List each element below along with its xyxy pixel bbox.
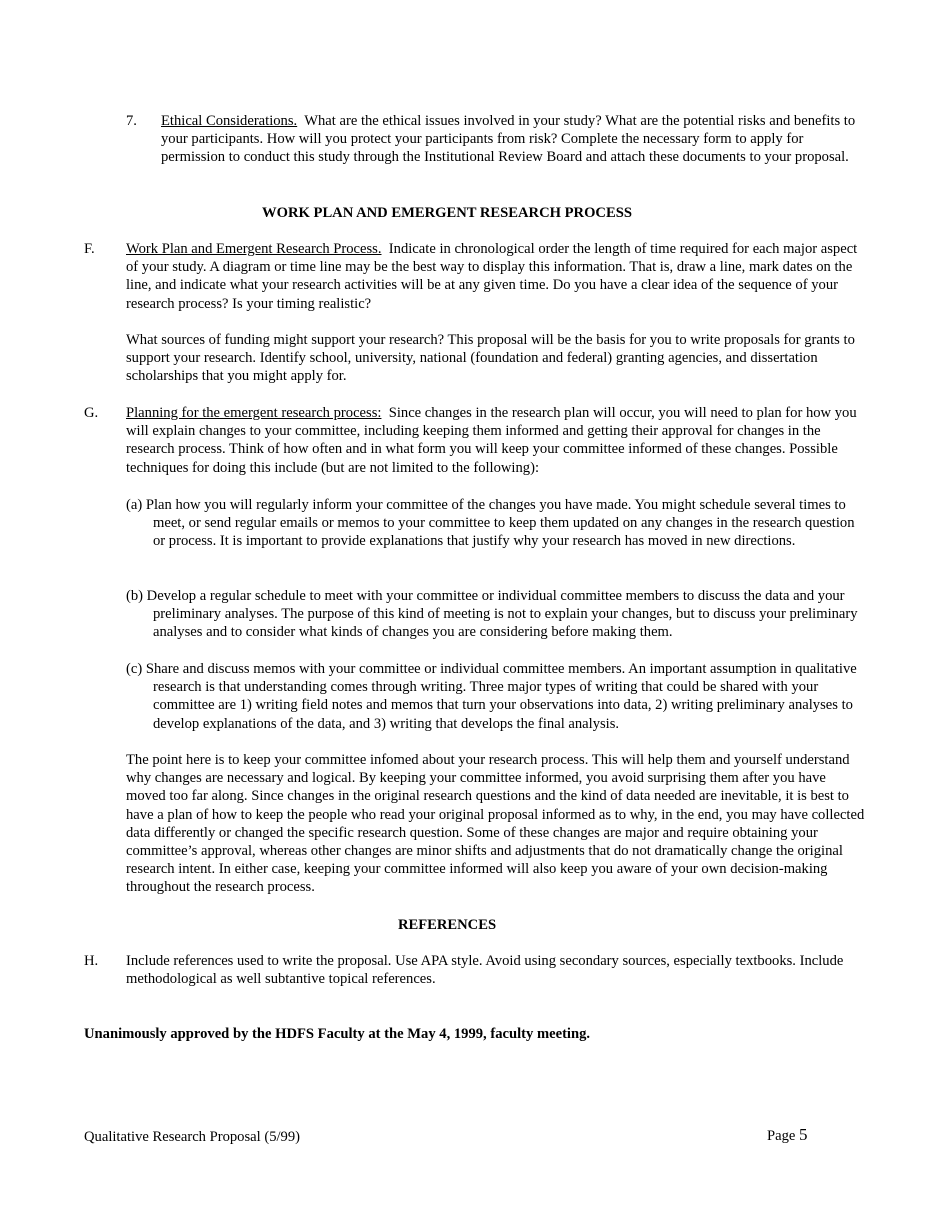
section-g-text: Since changes in the research plan will occur, you will need to plan for how you will explain changes to your committee, including keeping them informed and getting their approval for changes in the research process. Think of how often and in what form you will keep your committee informed of these changes. Possible techniques for doing this include (but are not limited to the following):: [126, 405, 857, 476]
section-f-title: Work Plan and Emergent Research Process.: [126, 241, 382, 257]
section-f-paragraph: [126, 240, 868, 313]
work-plan-heading: WORK PLAN AND EMERGENT RESEARCH PROCESS: [262, 205, 632, 221]
section-f-funding: What sources of funding might support your research? This proposal will be the basis for you to write proposals for grants to support your research. Identify school, university, national (foundation and federal) granting agencies, and dissertation scholarships that you might apply for.: [126, 332, 855, 385]
item7-number: 7.: [126, 113, 137, 129]
section-f-text: Indicate in chronological order the length of time required for each major aspect of your study. A diagram or time line may be the best way to display this information. That is, draw a line, mark dates on the line, and indicate what your research activities will be at any given time. Do you have a clear idea of the sequence of your research process? Is your timing realistic?: [126, 241, 858, 312]
item7-text: What are the ethical issues involved in your study? What are the potential risks and benefits to your participants. How will you protect your participants from risk? Complete the necessary form to apply for permission to conduct this study through the Institutional Review Board and attach these documents to your proposal.: [161, 113, 856, 166]
section-g-item-a: (a) Plan how you will regularly inform your committee of the changes you have made. You might schedule several times to meet, or send regular emails or memos to your committee to keep them updated on any changes in the research question or process. It is important to provide explanations that justify why your research has moved in new directions.: [126, 497, 855, 550]
references-heading: REFERENCES: [397, 917, 497, 933]
section-g-item-c: (c) Share and discuss memos with your committee or individual committee members. An important assumption in qualitative research is that understanding comes through writing. Three major types of writing that could be shared with your committee are 1) writing field notes and memos that turn your observations into data, 2) writing preliminary analyses to develop explanations of the data, and 3) writing that develops the final analysis.: [126, 661, 857, 732]
section-g-item-b: (b) Develop a regular schedule to meet with your committee or individual committee members to discuss the data and your preliminary analyses. The purpose of this kind of meeting is not to explain your changes, but to discuss your preliminary analyses and to consider what kinds of changes you are considering before making them.: [126, 588, 858, 641]
section-g-closing: The point here is to keep your committee infomed about your research process. This will help them and yourself understand why changes are necessary and logical. By keeping your committee informed, you avoid surprising them after you have moved too far along. Since changes in the original research questions and the kind of data needed are inevitable, it is best to have a plan of how to keep the people who read your original proposal informed as to why, in the end, you may have collected data differently or changed the specific research question. Some of these changes are major and require obtaining your committee’s approval, whereas other changes are minor shifts and adjustments that do not dramatically change the original research intent. In either case, keeping your committee informed will also keep you aware of your own decision-making throughout the research process.: [126, 752, 865, 896]
footer-title: Qualitative Research Proposal (5/99): [84, 1129, 301, 1145]
section-g-paragraph: [126, 404, 868, 477]
section-g-title: Planning for the emergent research process:: [126, 405, 382, 421]
section-g-label: G.: [84, 405, 99, 421]
section-h-label: H.: [84, 953, 99, 969]
item7-title: Ethical Considerations.: [161, 113, 298, 129]
page-number: 5: [799, 1125, 808, 1144]
section-f-label: F.: [84, 241, 95, 257]
approval-statement: Unanimously approved by the HDFS Faculty at the May 4, 1999, faculty meeting.: [84, 1026, 591, 1042]
page-label: Page: [767, 1128, 796, 1144]
section-h-text: Include references used to write the proposal. Use APA style. Avoid using secondary sources, especially textbooks. Include methodological as well subtantive topical references.: [126, 953, 844, 988]
footer-page: [767, 1126, 808, 1145]
item7-paragraph: [161, 112, 866, 167]
